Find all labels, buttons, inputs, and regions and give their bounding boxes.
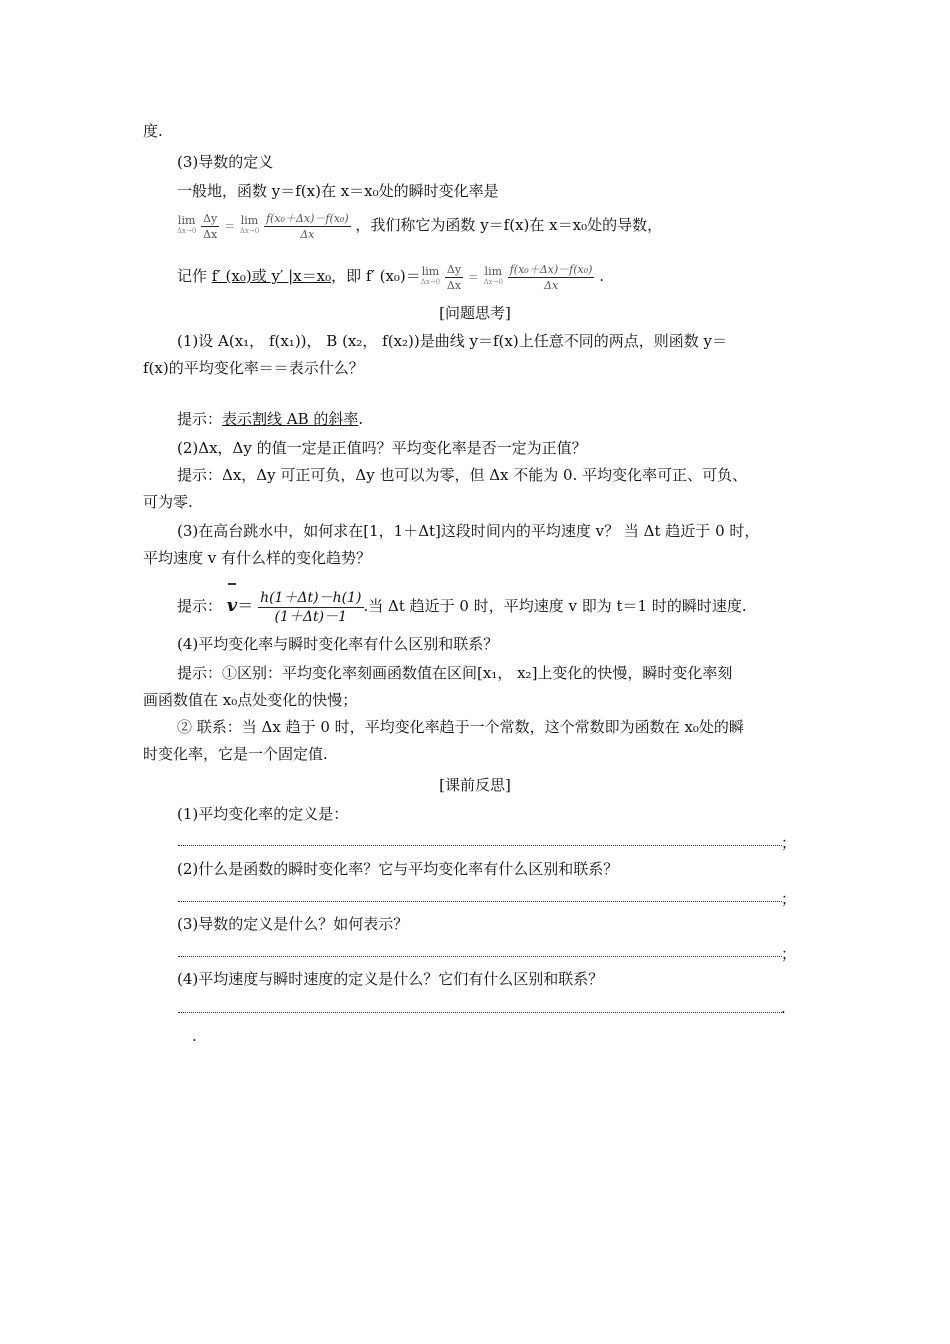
fraction-difference-quotient: $\frac{\text{f(x₀＋Δx)－f(x₀)}}{\Delta x}$	[509, 262, 593, 292]
question-1-line2: f(x)的平均变化率＝＝表示什么？	[143, 359, 364, 377]
answer-line-2[interactable]	[178, 901, 782, 902]
question-2: (2)Δx，Δy 的值一定是正值吗？平均变化率是否一定为正值？	[177, 439, 587, 457]
limit-symbol: lim Δx→0	[483, 265, 503, 286]
period: .	[358, 410, 364, 428]
equals-sign: ＝	[467, 271, 479, 284]
reflection-prompt-1: (1)平均变化率的定义是：	[177, 805, 349, 823]
hint-2-line1: 提示：Δx，Δy 可正可负，Δy 也可以为零，但 Δx 不能为 0. 平均变化率可正、可负、	[177, 466, 748, 484]
hint-1	[177, 409, 363, 429]
fraction-dy-dx: $\frac{\Delta y}{\Delta x}$	[203, 211, 218, 241]
stray-dot: .	[192, 1027, 197, 1045]
question-3-line1: (3)在高台跳水中，如何求在[1，1＋Δt]这段时间内的平均速度 v？ 当 Δt 趋近于 0 时，	[177, 522, 760, 540]
velocity-fraction: $\frac{h(1+\Delta t)-h(1)}{(1+\Delta t)-1}$	[260, 589, 362, 625]
hint-4-line4: 时变化率，它是一个固定值.	[143, 745, 328, 763]
text-fragment: 记作	[177, 267, 208, 285]
hint-text: .当 Δt 趋近于 0 时，平均速度 v 即为 t＝1 时的瞬时速度.	[363, 597, 747, 615]
answer-line-1[interactable]	[178, 845, 782, 846]
text-line: ，我们称它为函数 y＝f(x)在 x＝x₀处的导数，	[355, 216, 663, 234]
question-1-line1: (1)设 A(x₁， f(x₁))， B (x₂， f(x₂))是曲线 y＝f(x)上任意不同的两点，则函数 y＝	[177, 332, 727, 350]
derivative-notation: f′ (x₀)或 y′ |x＝x₀	[211, 267, 332, 285]
derivative-formula	[177, 208, 662, 244]
hint-label: 提示：	[177, 597, 223, 615]
semicolon: ；	[781, 834, 797, 852]
hint-4-line3: ② 联系：当 Δx 趋于 0 时，平均变化率趋于一个常数，这个常数即为函数在 x₀处的瞬	[177, 718, 744, 736]
equals-sign: ＝	[224, 220, 236, 233]
semicolon: ；	[781, 945, 797, 963]
text-line: 度.	[143, 122, 163, 140]
hint-4-line2: 画函数值在 x₀点处变化的快慢；	[143, 691, 358, 709]
hint-2-line2: 可为零.	[143, 493, 193, 511]
limit-symbol: lim Δx→0	[239, 214, 260, 235]
hint-label: 提示：	[177, 410, 223, 428]
period: .	[599, 267, 604, 285]
limit-symbol: lim Δx→0	[420, 265, 441, 286]
hint-3	[177, 586, 747, 626]
semicolon: ；	[781, 890, 797, 908]
average-velocity-symbol: v	[227, 586, 237, 626]
reflection-prompt-2: (2)什么是函数的瞬时变化率？它与平均变化率有什么区别和联系？	[177, 860, 619, 878]
section-title-reflect: [课前反思]	[439, 776, 511, 794]
equals-sign: ＝	[237, 596, 254, 615]
section-heading: (3)导数的定义	[177, 153, 274, 171]
fraction-difference-quotient: $\frac{\text{f(x₀＋Δx)－f(x₀)}}{\Delta x}$	[265, 211, 349, 241]
text-line: 一般地，函数 y＝f(x)在 x＝x₀处的瞬时变化率是	[177, 182, 499, 200]
reflection-prompt-4: (4)平均速度与瞬时速度的定义是什么？它们有什么区别和联系？	[177, 970, 604, 988]
question-4: (4)平均变化率与瞬时变化率有什么区别和联系？	[177, 635, 499, 653]
period: .	[781, 999, 786, 1017]
hint-4-line1: 提示：①区别：平均变化率刻画函数值在区间[x₁， x₂]上变化的快慢，瞬时变化率刻	[177, 664, 733, 682]
limit-symbol: lim Δx→0	[177, 214, 197, 235]
derivative-notation-line	[177, 259, 604, 295]
question-3-line2: 平均速度 v 有什么样的变化趋势？	[143, 549, 372, 567]
hint-answer: 表示割线 AB 的斜率	[222, 410, 359, 428]
text-fragment: ，即 f′ (x₀)＝	[331, 267, 421, 285]
answer-line-3[interactable]	[178, 956, 782, 957]
fraction-dy-dx: $\frac{\Delta y}{\Delta x}$	[446, 262, 462, 292]
answer-line-4[interactable]	[178, 1012, 782, 1013]
section-title-think: [问题思考]	[439, 304, 511, 322]
reflection-prompt-3: (3)导数的定义是什么？如何表示？	[177, 915, 409, 933]
